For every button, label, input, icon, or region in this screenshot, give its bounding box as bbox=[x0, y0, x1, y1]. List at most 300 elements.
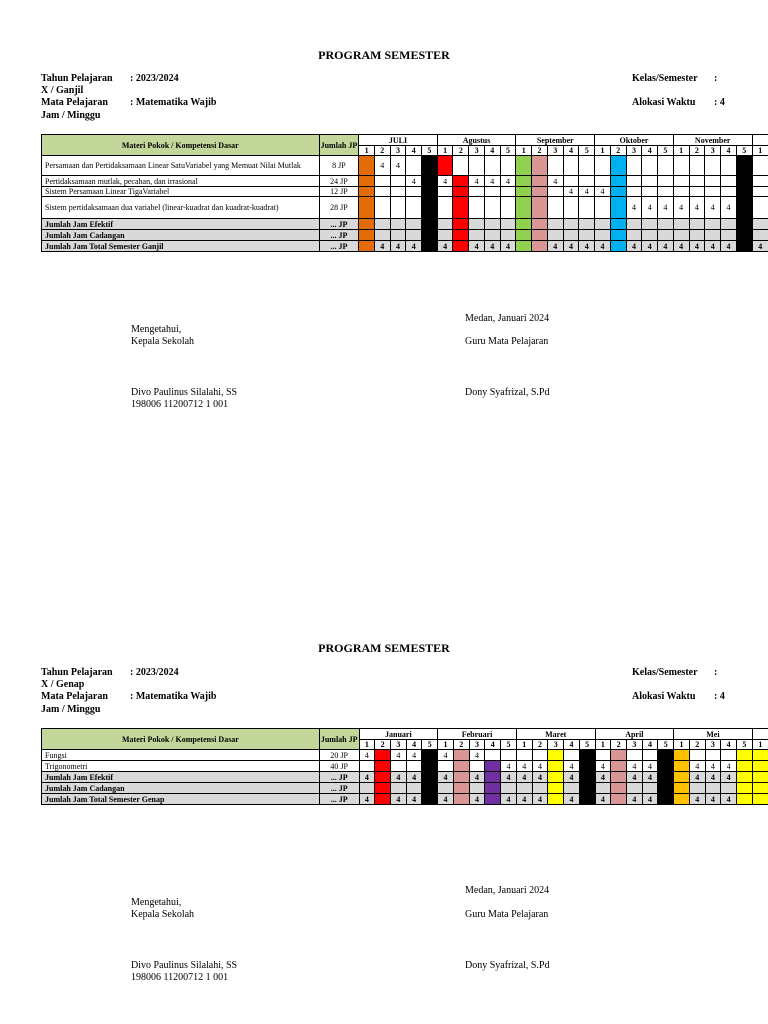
week-cell bbox=[390, 783, 406, 794]
page-title: PROGRAM SEMESTER bbox=[318, 641, 450, 655]
week-cell: 4 bbox=[705, 772, 721, 783]
week-cell bbox=[485, 783, 501, 794]
week-cell: 4 bbox=[595, 794, 611, 805]
row-materi: Jumlah Jam Cadangan bbox=[42, 230, 320, 241]
week-cell bbox=[359, 783, 375, 794]
week-cell: 4 bbox=[469, 772, 485, 783]
week-cell: 4 bbox=[390, 241, 406, 252]
week-cell: 4 bbox=[705, 197, 721, 219]
week-number: 3 bbox=[547, 146, 563, 156]
week-cell: 4 bbox=[626, 197, 642, 219]
jam-label: Jam / Minggu bbox=[41, 704, 101, 715]
week-number: 2 bbox=[374, 146, 390, 156]
month-header: September bbox=[516, 135, 595, 146]
week-cell bbox=[375, 772, 391, 783]
week-cell bbox=[752, 772, 768, 783]
week-cell bbox=[579, 794, 595, 805]
week-cell: 4 bbox=[532, 772, 548, 783]
week-cell: 4 bbox=[626, 772, 642, 783]
row-jumlah-jp: 24 JP bbox=[319, 176, 359, 187]
week-cell bbox=[626, 750, 642, 761]
alokasi-label: Alokasi Waktu bbox=[632, 97, 696, 108]
week-cell: 4 bbox=[390, 794, 406, 805]
week-number: 4 bbox=[484, 146, 500, 156]
week-cell: 4 bbox=[673, 241, 689, 252]
week-cell bbox=[579, 772, 595, 783]
week-cell bbox=[611, 761, 627, 772]
week-cell: 4 bbox=[705, 241, 721, 252]
week-cell: 4 bbox=[406, 176, 422, 187]
week-cell bbox=[548, 750, 564, 761]
week-cell bbox=[501, 750, 517, 761]
week-cell: 4 bbox=[406, 772, 422, 783]
week-number: 5 bbox=[500, 146, 516, 156]
week-number: 1 bbox=[674, 740, 690, 750]
week-cell bbox=[485, 761, 501, 772]
week-number: 5 bbox=[501, 740, 517, 750]
week-cell: 4 bbox=[438, 750, 454, 761]
week-cell bbox=[752, 750, 768, 761]
week-cell: 4 bbox=[437, 176, 453, 187]
row-jumlah-jp: ... JP bbox=[319, 219, 359, 230]
week-cell bbox=[611, 772, 627, 783]
week-cell: 4 bbox=[500, 176, 516, 187]
column-header-jumlah: Jumlah JP bbox=[319, 729, 359, 750]
week-cell: 4 bbox=[658, 241, 674, 252]
week-cell bbox=[375, 783, 391, 794]
mapel-value: : Matematika Wajib bbox=[130, 97, 217, 108]
week-cell bbox=[453, 794, 469, 805]
week-cell: 4 bbox=[516, 794, 532, 805]
week-number: 2 bbox=[689, 146, 705, 156]
week-number: 4 bbox=[721, 146, 737, 156]
week-number: 1 bbox=[595, 740, 611, 750]
week-cell bbox=[548, 794, 564, 805]
week-cell: 4 bbox=[501, 794, 517, 805]
week-cell bbox=[359, 761, 375, 772]
week-cell: 4 bbox=[689, 794, 705, 805]
header-row bbox=[42, 729, 768, 740]
week-cell bbox=[674, 794, 690, 805]
mapel-label: Mata Pelajaran bbox=[41, 691, 108, 702]
week-cell: 4 bbox=[390, 772, 406, 783]
week-cell bbox=[453, 772, 469, 783]
week-cell bbox=[532, 750, 548, 761]
week-cell: 4 bbox=[595, 241, 611, 252]
kelas-sep: : bbox=[714, 73, 718, 84]
month-header: Mei bbox=[674, 729, 753, 740]
week-cell bbox=[548, 783, 564, 794]
alokasi-value: : 4 bbox=[714, 691, 725, 702]
month-header: Oktober bbox=[595, 135, 674, 146]
week-cell bbox=[642, 750, 658, 761]
week-cell bbox=[736, 761, 752, 772]
week-number: 3 bbox=[390, 740, 406, 750]
week-cell bbox=[674, 772, 690, 783]
week-cell: 4 bbox=[689, 197, 705, 219]
row-jumlah-jp: 28 JP bbox=[319, 197, 359, 219]
week-cell bbox=[438, 761, 454, 772]
week-number: 1 bbox=[673, 146, 689, 156]
week-number: 1 bbox=[752, 146, 768, 156]
week-number: 1 bbox=[359, 146, 375, 156]
row-jumlah-jp: 40 JP bbox=[319, 761, 359, 772]
week-cell bbox=[516, 783, 532, 794]
row-materi: Persamaan dan Pertidaksamaan Linear SatuVariabel yang Memuat Nilai Mutlak bbox=[42, 156, 320, 176]
week-number: 4 bbox=[406, 740, 422, 750]
week-cell: 4 bbox=[689, 241, 705, 252]
row-jumlah-jp: ... JP bbox=[319, 230, 359, 241]
week-number: 5 bbox=[658, 740, 674, 750]
kepala-name: Divo Paulinus Silalahi, SS bbox=[131, 960, 238, 971]
place-date: Medan, Januari 2024 bbox=[465, 313, 550, 324]
week-cell bbox=[626, 783, 642, 794]
week-cell bbox=[705, 783, 721, 794]
week-cell bbox=[658, 772, 674, 783]
week-cell: 4 bbox=[721, 761, 737, 772]
week-number: 4 bbox=[642, 146, 658, 156]
week-cell bbox=[453, 783, 469, 794]
week-cell bbox=[406, 783, 422, 794]
week-cell: 4 bbox=[721, 197, 737, 219]
week-number: 4 bbox=[564, 740, 580, 750]
kelas-label: Kelas/Semester bbox=[632, 73, 698, 84]
week-cell bbox=[375, 794, 391, 805]
week-cell: 4 bbox=[469, 176, 485, 187]
alokasi-value: : 4 bbox=[714, 97, 725, 108]
kelas-value: X / Genap bbox=[41, 679, 85, 690]
week-number: 4 bbox=[642, 740, 658, 750]
week-number: 2 bbox=[532, 146, 548, 156]
week-cell bbox=[736, 750, 752, 761]
week-cell: 4 bbox=[689, 772, 705, 783]
week-cell bbox=[422, 783, 438, 794]
week-cell: 4 bbox=[547, 241, 563, 252]
row-jumlah-jp: 12 JP bbox=[319, 187, 359, 197]
week-cell bbox=[422, 772, 438, 783]
week-number: 3 bbox=[626, 146, 642, 156]
week-cell bbox=[406, 761, 422, 772]
week-cell: 4 bbox=[705, 794, 721, 805]
row-materi: Jumlah Jam Total Semester Genap bbox=[42, 794, 320, 805]
week-cell: 4 bbox=[438, 772, 454, 783]
tahun-value: : 2023/2024 bbox=[130, 73, 179, 84]
week-number: 1 bbox=[437, 146, 453, 156]
row-materi: Jumlah Jam Cadangan bbox=[42, 783, 320, 794]
week-cell bbox=[595, 750, 611, 761]
mapel-label: Mata Pelajaran bbox=[41, 97, 108, 108]
week-cell bbox=[611, 794, 627, 805]
week-number: 5 bbox=[736, 146, 752, 156]
column-header-materi: Materi Pokok / Kompetensi Dasar bbox=[42, 729, 320, 750]
week-cell: 4 bbox=[438, 794, 454, 805]
week-cell: 4 bbox=[626, 761, 642, 772]
week-cell bbox=[658, 794, 674, 805]
week-cell: 4 bbox=[564, 772, 580, 783]
week-number: 3 bbox=[469, 740, 485, 750]
week-cell: 4 bbox=[374, 156, 390, 176]
week-cell bbox=[579, 783, 595, 794]
week-cell: 4 bbox=[595, 761, 611, 772]
week-cell bbox=[375, 750, 391, 761]
week-cell bbox=[611, 750, 627, 761]
week-cell bbox=[501, 783, 517, 794]
week-cell bbox=[642, 783, 658, 794]
total-row bbox=[42, 772, 768, 783]
kelas-sep: : bbox=[714, 667, 718, 678]
mengetahui-label: Mengetahui, bbox=[131, 897, 182, 908]
week-cell: 4 bbox=[705, 761, 721, 772]
week-cell bbox=[658, 761, 674, 772]
week-cell bbox=[658, 783, 674, 794]
week-number: 1 bbox=[438, 740, 454, 750]
week-number: 1 bbox=[516, 146, 532, 156]
week-cell: 4 bbox=[374, 241, 390, 252]
week-cell: 4 bbox=[390, 750, 406, 761]
week-cell: 4 bbox=[752, 241, 768, 252]
week-number: 5 bbox=[579, 740, 595, 750]
week-cell bbox=[469, 783, 485, 794]
week-cell bbox=[721, 783, 737, 794]
week-cell bbox=[611, 783, 627, 794]
week-cell: 4 bbox=[563, 187, 579, 197]
row-jumlah-jp: ... JP bbox=[319, 772, 359, 783]
week-cell: 4 bbox=[547, 176, 563, 187]
kepala-nip: 198006 11200712 1 001 bbox=[131, 399, 229, 410]
week-number: 3 bbox=[469, 146, 485, 156]
week-cell bbox=[752, 794, 768, 805]
month-header: Agustus bbox=[437, 135, 516, 146]
week-cell bbox=[485, 794, 501, 805]
row-materi: Jumlah Jam Total Semester Ganjil bbox=[42, 241, 320, 252]
row-materi: Sistem Persamaan Linear TigaVariabel bbox=[42, 187, 320, 197]
week-number: 3 bbox=[705, 740, 721, 750]
week-cell bbox=[579, 761, 595, 772]
week-number: 2 bbox=[453, 146, 469, 156]
week-cell: 4 bbox=[642, 241, 658, 252]
week-cell: 4 bbox=[437, 241, 453, 252]
tahun-label: Tahun Pelajaran bbox=[41, 73, 113, 84]
week-cell: 4 bbox=[564, 794, 580, 805]
week-cell: 4 bbox=[626, 794, 642, 805]
kepala-label: Kepala Sekolah bbox=[131, 336, 195, 347]
week-cell: 4 bbox=[516, 772, 532, 783]
week-cell: 4 bbox=[673, 197, 689, 219]
week-cell bbox=[485, 772, 501, 783]
week-cell: 4 bbox=[406, 241, 422, 252]
guru-name: Dony Syafrizal, S.Pd bbox=[465, 960, 550, 971]
kepala-nip: 198006 11200712 1 001 bbox=[131, 972, 229, 983]
week-cell: 4 bbox=[658, 197, 674, 219]
kelas-value: X / Ganjil bbox=[41, 85, 84, 96]
week-cell bbox=[390, 761, 406, 772]
week-cell: 4 bbox=[516, 761, 532, 772]
week-cell: 4 bbox=[501, 772, 517, 783]
week-cell bbox=[674, 750, 690, 761]
week-number: 1 bbox=[752, 740, 768, 750]
week-number: 2 bbox=[453, 740, 469, 750]
tahun-label: Tahun Pelajaran bbox=[41, 667, 113, 678]
week-number: 5 bbox=[422, 740, 438, 750]
kelas-label: Kelas/Semester bbox=[632, 667, 698, 678]
row-materi: Pertidaksamaan mutlak, pecahan, dan irrasional bbox=[42, 176, 320, 187]
week-cell: 4 bbox=[406, 794, 422, 805]
month-header: Januari bbox=[359, 729, 438, 740]
week-cell bbox=[422, 794, 438, 805]
week-cell: 4 bbox=[500, 241, 516, 252]
week-number: 5 bbox=[422, 146, 438, 156]
week-cell bbox=[736, 794, 752, 805]
week-cell: 4 bbox=[642, 761, 658, 772]
week-number: 2 bbox=[375, 740, 391, 750]
month-header-overflow bbox=[752, 729, 768, 740]
month-header: April bbox=[595, 729, 674, 740]
week-number: 4 bbox=[563, 146, 579, 156]
week-cell: 4 bbox=[359, 772, 375, 783]
week-cell: 4 bbox=[595, 772, 611, 783]
week-cell: 4 bbox=[469, 794, 485, 805]
week-cell bbox=[564, 750, 580, 761]
week-cell: 4 bbox=[579, 187, 595, 197]
week-number: 2 bbox=[689, 740, 705, 750]
week-cell bbox=[564, 783, 580, 794]
alokasi-label: Alokasi Waktu bbox=[632, 691, 696, 702]
row-jumlah-jp: ... JP bbox=[319, 783, 359, 794]
week-cell bbox=[658, 750, 674, 761]
table-row bbox=[42, 761, 768, 772]
week-cell: 4 bbox=[359, 794, 375, 805]
week-cell bbox=[689, 750, 705, 761]
week-cell: 4 bbox=[579, 241, 595, 252]
week-cell: 4 bbox=[689, 761, 705, 772]
place-date: Medan, Januari 2024 bbox=[465, 885, 550, 896]
guru-name: Dony Syafrizal, S.Pd bbox=[465, 387, 550, 398]
week-cell: 4 bbox=[563, 241, 579, 252]
week-cell: 4 bbox=[721, 772, 737, 783]
week-number: 4 bbox=[485, 740, 501, 750]
kepala-label: Kepala Sekolah bbox=[131, 909, 195, 920]
row-jumlah-jp: 8 JP bbox=[319, 156, 359, 176]
week-cell bbox=[736, 783, 752, 794]
week-cell: 4 bbox=[406, 750, 422, 761]
week-cell bbox=[595, 783, 611, 794]
week-cell bbox=[721, 750, 737, 761]
week-number: 3 bbox=[705, 146, 721, 156]
week-cell: 4 bbox=[469, 750, 485, 761]
week-cell: 4 bbox=[532, 761, 548, 772]
week-cell: 4 bbox=[626, 241, 642, 252]
week-cell: 4 bbox=[501, 761, 517, 772]
week-cell bbox=[422, 761, 438, 772]
week-cell: 4 bbox=[721, 794, 737, 805]
row-materi: Jumlah Jam Efektif bbox=[42, 772, 320, 783]
row-materi: Trigonometri bbox=[42, 761, 320, 772]
week-cell: 4 bbox=[469, 241, 485, 252]
week-number: 4 bbox=[406, 146, 422, 156]
jam-label: Jam / Minggu bbox=[41, 110, 101, 121]
week-cell: 4 bbox=[532, 794, 548, 805]
week-cell bbox=[516, 750, 532, 761]
week-cell: 4 bbox=[390, 156, 406, 176]
week-cell: 4 bbox=[642, 772, 658, 783]
guru-label: Guru Mata Pelajaran bbox=[465, 336, 549, 347]
week-cell bbox=[469, 761, 485, 772]
row-jumlah-jp: 20 JP bbox=[319, 750, 359, 761]
week-number: 1 bbox=[595, 146, 611, 156]
row-materi: Fungsi bbox=[42, 750, 320, 761]
column-header-materi: Materi Pokok / Kompetensi Dasar bbox=[42, 135, 320, 156]
week-cell bbox=[689, 783, 705, 794]
week-cell bbox=[453, 761, 469, 772]
week-cell: 4 bbox=[721, 241, 737, 252]
week-cell: 4 bbox=[564, 761, 580, 772]
week-cell bbox=[548, 772, 564, 783]
week-cell bbox=[736, 772, 752, 783]
week-cell bbox=[705, 750, 721, 761]
week-number: 4 bbox=[721, 740, 737, 750]
week-cell: 4 bbox=[359, 750, 375, 761]
week-cell: 4 bbox=[642, 197, 658, 219]
week-cell bbox=[752, 783, 768, 794]
week-cell bbox=[579, 750, 595, 761]
total-row bbox=[42, 783, 768, 794]
week-cell bbox=[674, 783, 690, 794]
week-cell bbox=[485, 750, 501, 761]
mengetahui-label: Mengetahui, bbox=[131, 324, 182, 335]
month-header: JULI bbox=[359, 135, 438, 146]
week-number: 2 bbox=[610, 146, 626, 156]
week-number: 2 bbox=[611, 740, 627, 750]
page-title: PROGRAM SEMESTER bbox=[318, 48, 450, 62]
week-number: 5 bbox=[736, 740, 752, 750]
week-number: 2 bbox=[532, 740, 548, 750]
month-header: November bbox=[673, 135, 752, 146]
week-cell bbox=[752, 761, 768, 772]
column-header-jumlah: Jumlah JP bbox=[319, 135, 359, 156]
month-header: Maret bbox=[516, 729, 595, 740]
week-cell bbox=[438, 783, 454, 794]
mapel-value: : Matematika Wajib bbox=[130, 691, 217, 702]
guru-label: Guru Mata Pelajaran bbox=[465, 909, 549, 920]
week-cell bbox=[375, 761, 391, 772]
week-number: 3 bbox=[548, 740, 564, 750]
week-cell bbox=[532, 783, 548, 794]
kepala-name: Divo Paulinus Silalahi, SS bbox=[131, 387, 238, 398]
week-cell: 4 bbox=[484, 176, 500, 187]
week-cell: 4 bbox=[595, 187, 611, 197]
schedule-table bbox=[41, 728, 768, 805]
week-number: 1 bbox=[516, 740, 532, 750]
week-cell bbox=[548, 761, 564, 772]
total-row bbox=[42, 794, 768, 805]
week-cell bbox=[453, 750, 469, 761]
week-cell: 4 bbox=[642, 794, 658, 805]
week-number: 5 bbox=[579, 146, 595, 156]
row-materi: Sistem pertidaksamaan dua variabel (linear-kuadrat dan kuadrat-kuadrat) bbox=[42, 197, 320, 219]
week-number: 1 bbox=[359, 740, 375, 750]
week-cell bbox=[674, 761, 690, 772]
week-number: 3 bbox=[626, 740, 642, 750]
row-jumlah-jp: ... JP bbox=[319, 241, 359, 252]
tahun-value: : 2023/2024 bbox=[130, 667, 179, 678]
row-jumlah-jp: ... JP bbox=[319, 794, 359, 805]
table-row bbox=[42, 750, 768, 761]
row-materi: Jumlah Jam Efektif bbox=[42, 219, 320, 230]
week-number: 5 bbox=[658, 146, 674, 156]
month-header: Februari bbox=[438, 729, 517, 740]
week-number: 3 bbox=[390, 146, 406, 156]
week-cell: 4 bbox=[484, 241, 500, 252]
